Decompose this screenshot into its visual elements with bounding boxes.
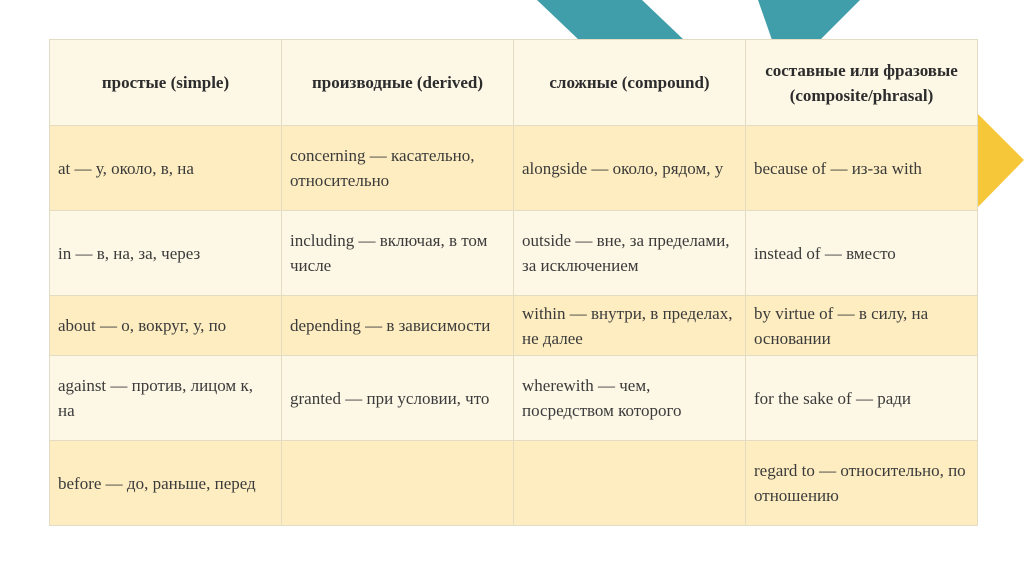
table-cell: depending — в зависимости bbox=[282, 296, 514, 356]
table-cell: including — включая, в том числе bbox=[282, 211, 514, 296]
table-cell: within — внутри, в пределах, не далее bbox=[514, 296, 746, 356]
header-derived: производные (derived) bbox=[282, 40, 514, 126]
table-cell: regard to — относительно, по отношению bbox=[746, 441, 978, 526]
table-cell bbox=[282, 441, 514, 526]
prepositions-table bbox=[49, 39, 978, 526]
teal-stripe-left bbox=[537, 0, 684, 40]
table-cell: wherewith — чем, посредством которого bbox=[514, 356, 746, 441]
table-cell: about — о, вокруг, у, по bbox=[50, 296, 282, 356]
table-row bbox=[50, 296, 978, 356]
table-cell: for the sake of — ради bbox=[746, 356, 978, 441]
header-compound: сложные (compound) bbox=[514, 40, 746, 126]
table-cell: instead of — вместо bbox=[746, 211, 978, 296]
table-cell: at — у, около, в, на bbox=[50, 126, 282, 211]
table-row bbox=[50, 356, 978, 441]
table-row bbox=[50, 126, 978, 211]
table-row bbox=[50, 211, 978, 296]
table-cell: in — в, на, за, через bbox=[50, 211, 282, 296]
table-cell: alongside — около, рядом, у bbox=[514, 126, 746, 211]
table-cell: outside — вне, за пределами, за исключением bbox=[514, 211, 746, 296]
header-simple: простые (simple) bbox=[50, 40, 282, 126]
table-cell bbox=[514, 441, 746, 526]
header-composite: составные или фразовые (composite/phrasal) bbox=[746, 40, 978, 126]
table-cell: granted — при условии, что bbox=[282, 356, 514, 441]
table-cell: because of — из-за with bbox=[746, 126, 978, 211]
table-cell: before — до, раньше, перед bbox=[50, 441, 282, 526]
teal-stripe-right bbox=[758, 0, 860, 40]
table-cell: by virtue of — в силу, на основании bbox=[746, 296, 978, 356]
table-cell: concerning — касательно, относительно bbox=[282, 126, 514, 211]
table-cell: against — против, лицом к, на bbox=[50, 356, 282, 441]
table-row bbox=[50, 441, 978, 526]
header-row bbox=[50, 40, 978, 126]
yellow-arrow-shape bbox=[977, 113, 1024, 208]
